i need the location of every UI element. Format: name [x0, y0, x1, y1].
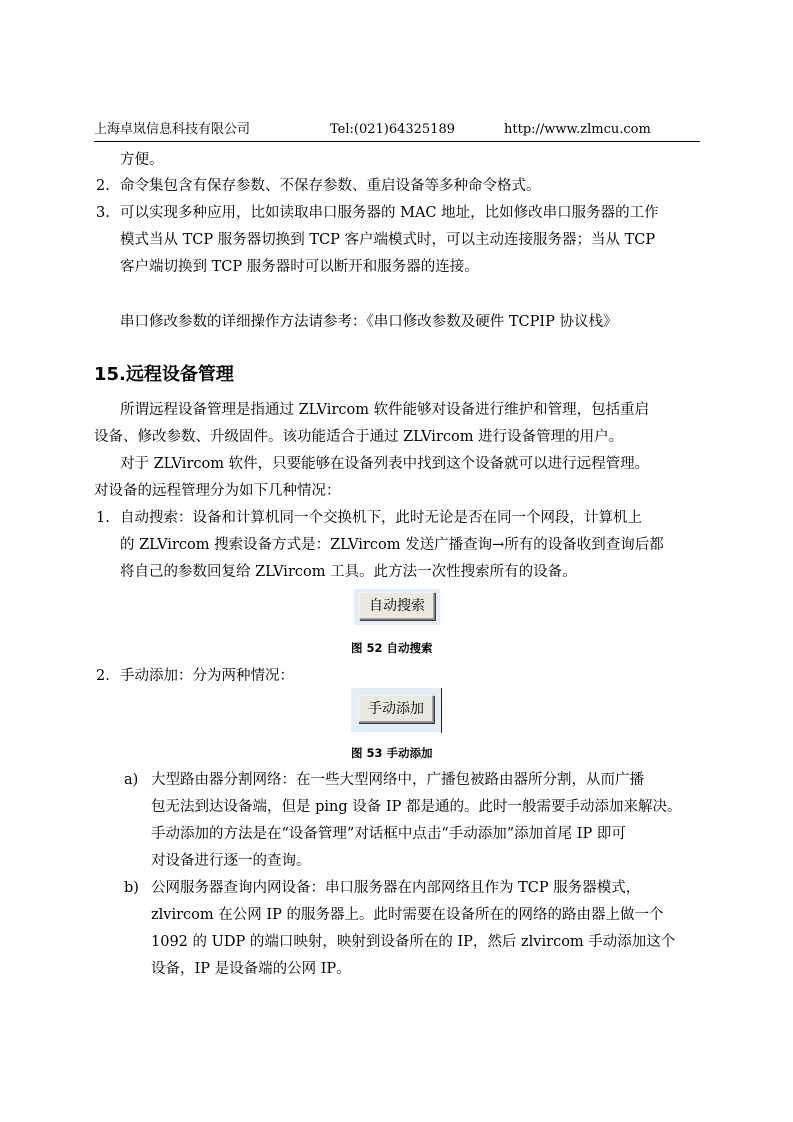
- intro-item3-line: 客户端切换到 TCP 服务器时可以断开和服务器的连接。: [120, 259, 479, 275]
- header-divider: [94, 141, 700, 142]
- manual-add-button[interactable]: 手动添加: [358, 695, 434, 723]
- section-item1-line: 将自己的参数回复给 ZLVircom 工具。此方法一次性搜索所有的设备。: [120, 564, 577, 580]
- section-title: 15.远程设备管理: [94, 364, 234, 385]
- sub-item-b-line: 1092 的 UDP 的端口映射，映射到设备所在的 IP，然后 zlvircom 手动添加这个: [151, 934, 676, 950]
- intro-reference: 串口修改参数的详细操作方法请参考：《串口修改参数及硬件 TCPIP 协议栈》: [120, 314, 618, 330]
- section-para2-line: 对于 ZLVircom 软件，只要能够在设备列表中找到这个设备就可以进行远程管理。: [120, 456, 650, 472]
- sub-item-b-line: 设备，IP 是设备端的公网 IP。: [151, 961, 351, 977]
- section-para1-line: 设备、修改参数、升级固件。该功能适合于通过 ZLVircom 进行设备管理的用户。: [94, 429, 624, 445]
- intro-item2-text: 命令集包含有保存参数、不保存参数、重启设备等多种命令格式。: [120, 178, 541, 194]
- intro-item3-line: 模式当从 TCP 服务器切换到 TCP 客户端模式时，可以主动连接服务器；当从 TCP: [120, 232, 656, 248]
- sub-item-b-line: 公网服务器查询内网设备：串口服务器在内部网络且作为 TCP 服务器模式，: [151, 880, 641, 896]
- sub-item-a-line: 对设备进行逐一的查询。: [151, 853, 311, 869]
- section-para1-line: 所谓远程设备管理是指通过 ZLVircom 软件能够对设备进行维护和管理，包括重启: [120, 402, 650, 418]
- intro-item3-number: 3.: [96, 205, 110, 221]
- sub-item-a-line: 大型路由器分割网络：在一些大型网络中，广播包被路由器所分割，从而广播: [151, 772, 644, 788]
- section-item1-number: 1.: [96, 510, 110, 526]
- section-para2-line: 对设备的远程管理分为如下几种情况：: [94, 483, 341, 499]
- section-item2-text: 手动添加：分为两种情况：: [120, 668, 294, 684]
- section-item1-line: 自动搜索：设备和计算机同一个交换机下，此时无论是否在同一个网段，计算机上: [120, 510, 642, 526]
- figure-53-frame-edge: [441, 688, 442, 733]
- intro-item3-line: 可以实现多种应用，比如读取串口服务器的 MAC 地址，比如修改串口服务器的工作: [120, 205, 659, 221]
- intro-continuation: 方便。: [120, 152, 164, 168]
- section-item1-line: 的 ZLVircom 搜索设备方式是：ZLVircom 发送广播查询→所有的设备收到查询后都: [120, 537, 664, 553]
- sub-item-a-line: 包无法到达设备端，但是 ping 设备 IP 都是通的。此时一般需要手动添加来解决。: [151, 799, 682, 815]
- sub-item-b-line: zlvircom 在公网 IP 的服务器上。此时需要在设备所在的网络的路由器上做一个: [151, 907, 664, 923]
- page-header: [94, 121, 700, 139]
- sub-item-a-label: a): [124, 772, 139, 788]
- auto-search-button[interactable]: 自动搜索: [359, 592, 435, 620]
- header-tel: Tel:(021)64325189: [330, 122, 456, 137]
- sub-item-a-line: 手动添加的方法是在“设备管理”对话框中点击“手动添加”添加首尾 IP 即可: [151, 826, 626, 842]
- section-item2-number: 2.: [96, 668, 110, 684]
- figure-53-caption: 图 53 手动添加: [351, 746, 433, 760]
- sub-item-b-label: b): [124, 880, 139, 896]
- header-company: 上海卓岚信息科技有限公司: [94, 122, 251, 137]
- header-url: http://www.zlmcu.com: [504, 122, 651, 137]
- intro-item2-number: 2.: [96, 178, 110, 194]
- figure-52-caption: 图 52 自动搜索: [351, 641, 433, 655]
